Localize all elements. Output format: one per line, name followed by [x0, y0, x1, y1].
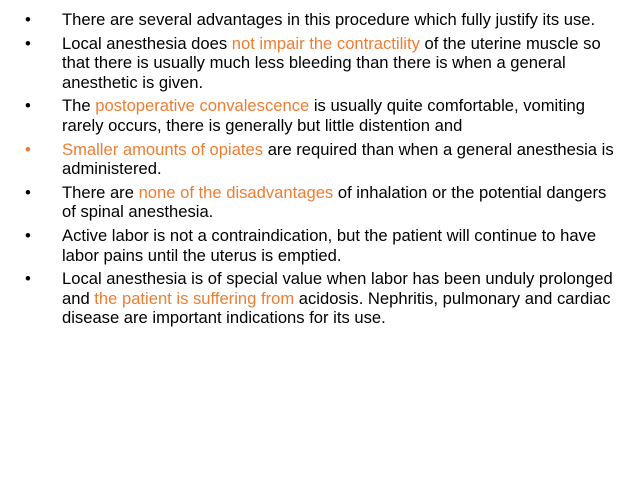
bullet-text: is usually quite comfortable, vomiting rarely occurs, there is generally but little distention and: [62, 96, 586, 135]
highlighted-phrase: postoperative convalescence: [95, 96, 310, 116]
bullet-dot-icon: •: [25, 33, 31, 53]
bullet-item-5: [22, 183, 622, 222]
bullet-text: Active labor is not a contraindication, but the patient will continue to have labor pains until the uterus is emptied.: [62, 225, 597, 265]
bullet-list: [22, 10, 622, 332]
bullet-dot-icon: •: [25, 96, 31, 116]
bullet-item-7: [22, 269, 622, 328]
bullet-text: Local anesthesia is of special value when labor has been unduly prolonged and: [62, 269, 613, 308]
bullet-text: There are: [62, 182, 139, 202]
bullet-text: of the uterine muscle so that there is usually much less bleeding than there is when a general anesthetic is given.: [62, 33, 601, 92]
bullet-item-6: [22, 226, 622, 265]
bullet-item-2: [22, 34, 622, 93]
bullet-text: of inhalation or the potential dangers of spinal anesthesia.: [62, 182, 607, 222]
bullet-text: Local anesthesia does: [62, 33, 232, 53]
bullet-item-1: [22, 10, 622, 30]
highlighted-phrase: the patient is suffering from: [94, 288, 295, 308]
bullet-dot-icon: •: [25, 269, 31, 289]
bullet-item-4: [22, 140, 622, 179]
bullet-item-3: [22, 96, 622, 135]
highlighted-phrase: none of the disadvantages: [138, 182, 334, 202]
highlighted-phrase: not impair the contractility: [231, 33, 420, 53]
bullet-dot-icon: •: [25, 10, 31, 29]
bullet-dot-icon: •: [25, 225, 31, 245]
bullet-text: are required than when a general anesthesia is administered.: [62, 139, 614, 179]
bullet-text: acidosis. Nephritis, pulmonary and cardiac disease are important indications for its use.: [62, 288, 611, 328]
bullet-dot-icon: •: [25, 139, 31, 159]
bullet-text: There are several advantages in this procedure which fully justify its use.: [62, 10, 596, 29]
highlighted-phrase: Smaller amounts of opiates: [62, 139, 264, 159]
bullet-text: The: [62, 96, 96, 116]
bullet-dot-icon: •: [25, 182, 31, 202]
